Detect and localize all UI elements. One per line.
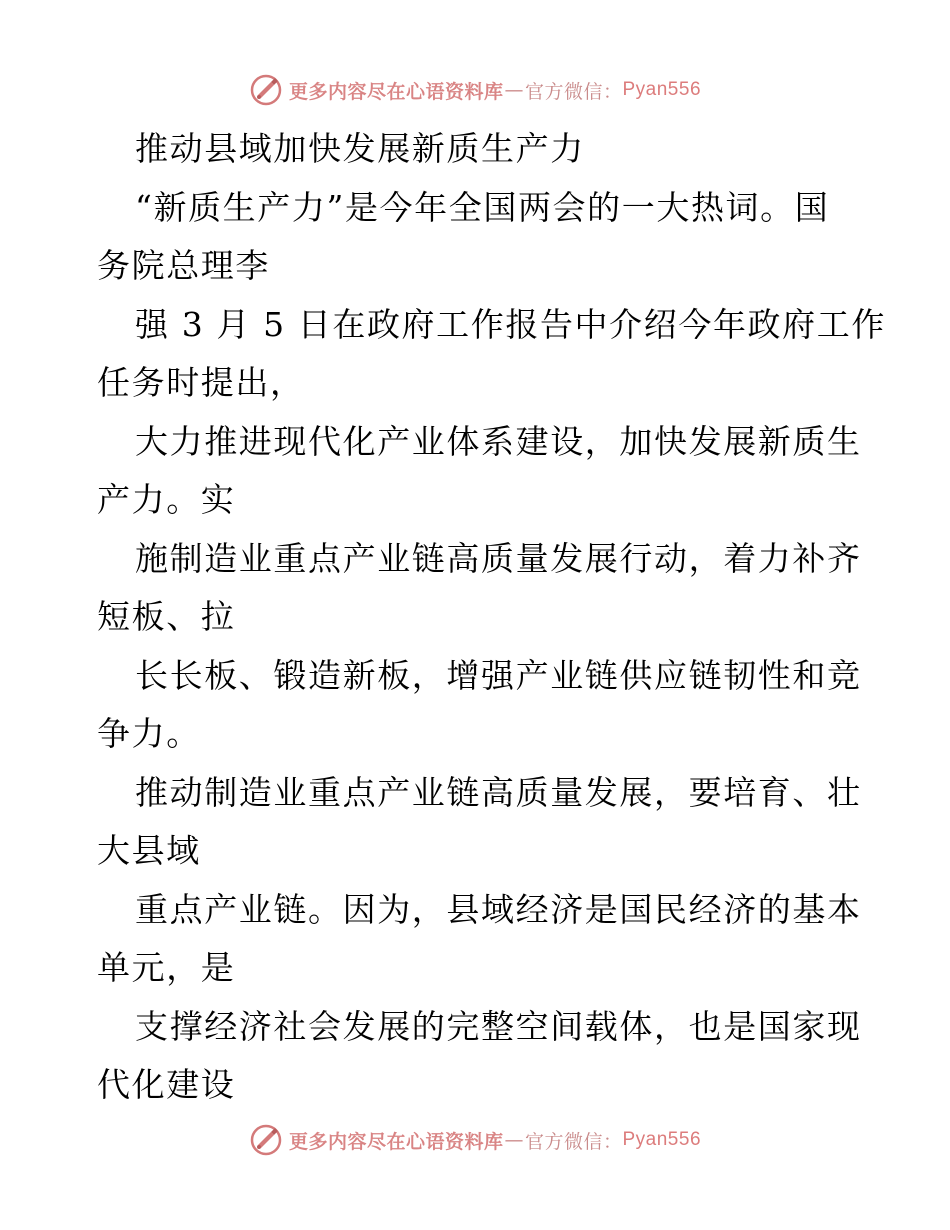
text-line: 大县域 bbox=[97, 831, 201, 870]
text-line: 产力。实 bbox=[97, 480, 236, 519]
text-line: 务院总理李 bbox=[97, 246, 270, 285]
text-line: 单元，是 bbox=[97, 948, 236, 987]
watermark-brand: 更多内容尽在心语资料库 bbox=[288, 1130, 504, 1153]
watermark-wechat-id: Pyan556 bbox=[622, 1129, 702, 1150]
watermark-wechat-id: Pyan556 bbox=[622, 79, 702, 100]
text-line: 长长板、锻造新板，增强产业链供应链韧性和竞 bbox=[135, 655, 862, 695]
text-line: 支撑经济社会发展的完整空间载体，也是国家现 bbox=[135, 1006, 862, 1046]
text-line: 施制造业重点产业链高质量发展行动，着力补齐 bbox=[135, 538, 862, 578]
document-title: 推动县域加快发展新质生产力 bbox=[135, 129, 585, 168]
text-line: 大力推进现代化产业体系建设，加快发展新质生 bbox=[135, 421, 862, 461]
text-line: 推动制造业重点产业链高质量发展，要培育、壮 bbox=[135, 772, 862, 812]
text-line: 任务时提出， bbox=[97, 363, 305, 402]
header-watermark bbox=[0, 70, 950, 110]
text-line: 争力。 bbox=[97, 714, 201, 753]
watermark-wechat-label: 官方微信： bbox=[524, 80, 623, 103]
text-line: 强 3 月 5 日在政府工作报告中介绍今年政府工作 bbox=[135, 304, 886, 344]
brand-logo-icon bbox=[249, 1123, 283, 1157]
footer-watermark bbox=[0, 1120, 950, 1160]
brand-logo-icon bbox=[249, 73, 283, 107]
watermark-dash: — bbox=[504, 1129, 524, 1151]
text-line: 重点产业链。因为，县域经济是国民经济的基本 bbox=[135, 889, 862, 929]
text-line: “新质生产力”是今年全国两会的一大热词。国 bbox=[135, 187, 830, 227]
watermark-dash: — bbox=[504, 79, 524, 101]
text-line: 短板、拉 bbox=[97, 597, 236, 636]
text-line: 代化建设 bbox=[97, 1065, 236, 1104]
document-body bbox=[97, 120, 886, 1115]
watermark-brand: 更多内容尽在心语资料库 bbox=[288, 80, 504, 103]
watermark-wechat-label: 官方微信： bbox=[524, 1130, 623, 1153]
